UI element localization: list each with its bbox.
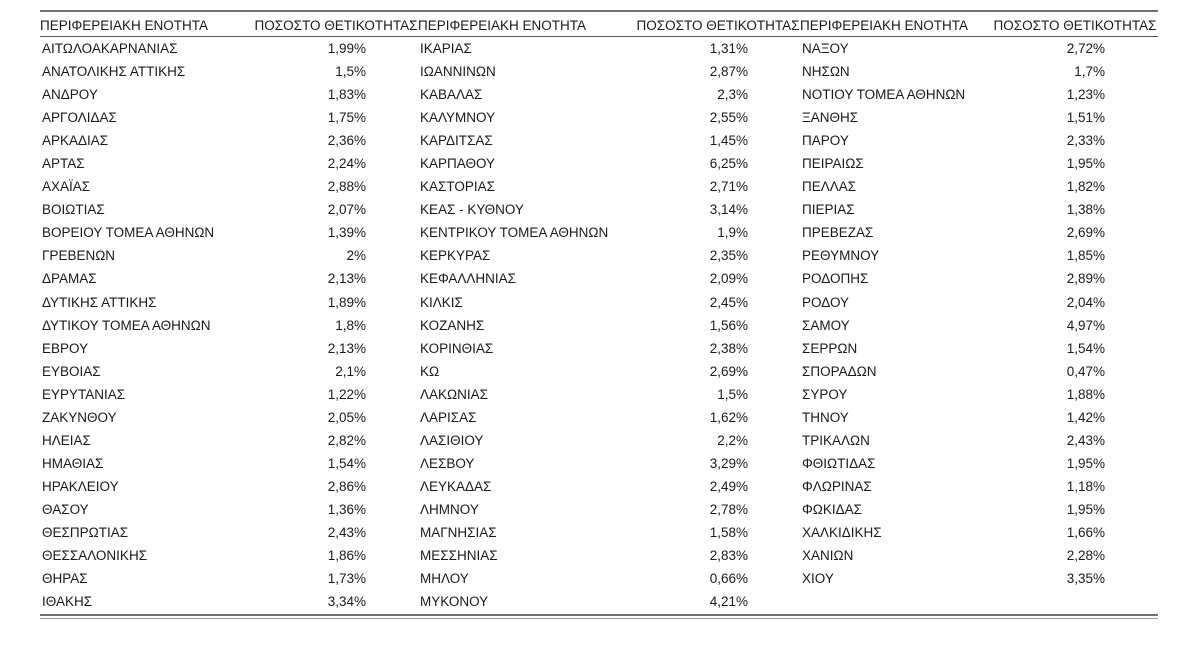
positivity-rate-value: 1,73%: [327, 571, 366, 587]
regional-unit-name: ΗΛΕΙΑΣ: [42, 432, 91, 448]
positivity-rate-cell: [992, 590, 1158, 613]
regional-unit-name: ΦΛΩΡΙΝΑΣ: [802, 478, 872, 494]
table-row: [40, 337, 1158, 360]
regional-unit-name: ΡΕΘΥΜΝΟΥ: [802, 248, 880, 264]
table-row: [40, 475, 1158, 498]
top-rule: [40, 10, 1158, 12]
regional-unit-name: ΦΩΚΙΔΑΣ: [802, 501, 862, 517]
positivity-rate-cell: [254, 221, 418, 244]
positivity-rate-cell: [992, 37, 1158, 61]
regional-unit-name: ΣΠΟΡΑΔΩΝ: [802, 363, 877, 379]
positivity-rate-value: 2,28%: [1066, 548, 1105, 564]
positivity-rate-cell: [992, 314, 1158, 337]
positivity-rate-cell: [992, 152, 1158, 175]
positivity-rate-value: 1,39%: [327, 225, 366, 241]
regional-unit-name: ΑΡΚΑΔΙΑΣ: [42, 133, 109, 149]
regional-unit-name: ΗΡΑΚΛΕΙΟΥ: [42, 478, 119, 494]
positivity-rate-cell: [992, 498, 1158, 521]
regional-unit-name: ΑΡΤΑΣ: [42, 156, 85, 172]
positivity-rate-value: 2,24%: [327, 156, 366, 172]
table-row: [40, 83, 1158, 106]
regional-unit-name: ΚΑΛΥΜΝΟΥ: [420, 110, 496, 126]
regional-unit-name: ΣΕΡΡΩΝ: [802, 340, 858, 356]
positivity-rate-cell: [254, 475, 418, 498]
positivity-rate-cell: [636, 129, 800, 152]
positivity-rate-cell: [992, 129, 1158, 152]
positivity-rate-cell: [636, 567, 800, 590]
positivity-rate-cell: [254, 429, 418, 452]
positivity-rate-value: 1,89%: [327, 294, 366, 310]
positivity-rate-cell: [636, 429, 800, 452]
positivity-rate-value: 2,89%: [1066, 271, 1105, 287]
positivity-rate-value: 1,95%: [1066, 156, 1105, 172]
regional-unit-name: ΚΑΡΠΑΘΟΥ: [420, 156, 496, 172]
regional-unit-name: ΛΗΜΝΟΥ: [420, 501, 479, 517]
positivity-rate-value: 2,69%: [1066, 225, 1105, 241]
regional-unit-name: ΚΟΖΑΝΗΣ: [420, 317, 485, 333]
header-regional-unit-1: ΠΕΡΙΦΕΡΕΙΑΚΗ ΕΝΟΤΗΤΑ: [40, 14, 254, 37]
table-row: [40, 106, 1158, 129]
positivity-rate-value: 1,42%: [1066, 409, 1105, 425]
positivity-rate-value: 2,69%: [709, 363, 748, 379]
positivity-rate-cell: [254, 337, 418, 360]
positivity-rate-cell: [992, 244, 1158, 267]
table-row: [40, 406, 1158, 429]
positivity-rate-cell: [992, 291, 1158, 314]
positivity-rate-cell: [254, 60, 418, 83]
table-row: [40, 152, 1158, 175]
regional-unit-name: ΕΥΒΟΙΑΣ: [42, 363, 101, 379]
positivity-rate-value: 1,36%: [327, 501, 366, 517]
positivity-rate-value: 4,97%: [1066, 317, 1105, 333]
positivity-rate-cell: [636, 498, 800, 521]
regional-unit-name: ΚΕΝΤΡΙΚΟΥ ΤΟΜΕΑ ΑΘΗΝΩΝ: [420, 225, 609, 241]
positivity-rate-value: 0,66%: [709, 571, 748, 587]
regional-unit-name: ΛΑΚΩΝΙΑΣ: [420, 386, 488, 402]
positivity-table-sheet: [40, 10, 1158, 619]
bottom-rule: [40, 614, 1158, 616]
table-row: [40, 129, 1158, 152]
positivity-rate-value: 2,45%: [709, 294, 748, 310]
positivity-rate-value: 2,43%: [327, 525, 366, 540]
positivity-rate-value: 3,29%: [709, 455, 748, 471]
positivity-rate-value: 1,22%: [327, 386, 366, 402]
bottom-rule-thin: [40, 618, 1158, 619]
regional-unit-name: ΤΡΙΚΑΛΩΝ: [802, 432, 870, 448]
positivity-rate-cell: [636, 221, 800, 244]
regional-unit-name: ΘΑΣΟΥ: [42, 501, 89, 517]
positivity-rate-cell: [636, 314, 800, 337]
positivity-rate-cell: [636, 590, 800, 613]
regional-unit-name: ΕΥΡΥΤΑΝΙΑΣ: [42, 386, 126, 402]
table-row: [40, 567, 1158, 590]
regional-unit-name: ΗΜΑΘΙΑΣ: [42, 455, 104, 471]
positivity-rate-cell: [254, 129, 418, 152]
regional-unit-name: ΣΑΜΟΥ: [802, 317, 850, 333]
positivity-rate-value: 2,3%: [717, 87, 748, 103]
positivity-rate-cell: [254, 106, 418, 129]
positivity-rate-value: 1,83%: [327, 87, 366, 103]
table-row: [40, 244, 1158, 267]
positivity-rate-cell: [254, 567, 418, 590]
positivity-rate-cell: [992, 221, 1158, 244]
positivity-rate-cell: [636, 383, 800, 406]
positivity-rate-value: 1,58%: [709, 525, 748, 540]
table-row: [40, 267, 1158, 290]
regional-unit-name: ΛΕΥΚΑΔΑΣ: [420, 478, 492, 494]
header-regional-unit-3: ΠΕΡΙΦΕΡΕΙΑΚΗ ΕΝΟΤΗΤΑ: [800, 14, 992, 37]
positivity-rate-value: 2%: [346, 248, 366, 264]
regional-unit-name: ΚΟΡΙΝΘΙΑΣ: [420, 340, 494, 356]
positivity-rate-cell: [992, 567, 1158, 590]
positivity-rate-cell: [992, 475, 1158, 498]
positivity-rate-value: 1,51%: [1066, 110, 1105, 126]
regional-unit-name: ΓΡΕΒΕΝΩΝ: [42, 248, 116, 264]
regional-unit-name: ΑΙΤΩΛΟΑΚΑΡΝΑΝΙΑΣ: [42, 41, 178, 57]
positivity-rate-value: 1,54%: [1066, 340, 1105, 356]
regional-unit-name: ΧΙΟΥ: [802, 571, 834, 587]
header-positivity-rate-3: ΠΟΣΟΣΤΟ ΘΕΤΙΚΟΤΗΤΑΣ: [992, 14, 1158, 37]
positivity-rate-cell: [636, 406, 800, 429]
positivity-rate-value: 1,85%: [1066, 248, 1105, 264]
positivity-rate-value: 2,78%: [709, 501, 748, 517]
table-row: [40, 521, 1158, 544]
positivity-rate-value: 2,49%: [709, 478, 748, 494]
positivity-rate-cell: [254, 452, 418, 475]
regional-unit-name: ΒΟΙΩΤΙΑΣ: [42, 202, 105, 218]
table-row: [40, 198, 1158, 221]
positivity-rate-value: 2,87%: [709, 64, 748, 80]
positivity-rate-value: 1,75%: [327, 110, 366, 126]
regional-unit-name: ΜΕΣΣΗΝΙΑΣ: [420, 548, 498, 564]
positivity-rate-cell: [992, 360, 1158, 383]
positivity-rate-value: 2,2%: [717, 432, 748, 448]
regional-unit-name: ΝΗΣΩΝ: [802, 64, 850, 80]
positivity-rate-cell: [636, 521, 800, 544]
positivity-rate-value: 0,47%: [1066, 363, 1105, 379]
regional-unit-name: ΠΑΡΟΥ: [802, 133, 849, 149]
positivity-rate-cell: [992, 521, 1158, 544]
regional-unit-name: ΤΗΝΟΥ: [802, 409, 849, 425]
positivity-rate-value: 2,83%: [709, 548, 748, 564]
header-positivity-rate-1: ΠΟΣΟΣΤΟ ΘΕΤΙΚΟΤΗΤΑΣ: [254, 14, 418, 37]
positivity-rate-cell: [636, 291, 800, 314]
positivity-rate-value: 2,04%: [1066, 294, 1105, 310]
positivity-rate-cell: [636, 337, 800, 360]
positivity-rate-value: 2,86%: [327, 478, 366, 494]
table-row: [40, 383, 1158, 406]
positivity-rate-value: 1,23%: [1066, 87, 1105, 103]
regional-unit-name: ΠΡΕΒΕΖΑΣ: [802, 225, 874, 241]
positivity-rate-cell: [254, 498, 418, 521]
positivity-rate-cell: [254, 37, 418, 61]
regional-unit-name: ΛΑΣΙΘΙΟΥ: [420, 432, 484, 448]
positivity-rate-value: 2,05%: [327, 409, 366, 425]
regional-unit-name: ΚΕΡΚΥΡΑΣ: [420, 248, 491, 264]
header-regional-unit-2: ΠΕΡΙΦΕΡΕΙΑΚΗ ΕΝΟΤΗΤΑ: [418, 14, 636, 37]
positivity-rate-cell: [992, 83, 1158, 106]
regional-unit-name: ΘΕΣΣΑΛΟΝΙΚΗΣ: [42, 548, 148, 564]
regional-unit-name: ΘΗΡΑΣ: [42, 571, 88, 587]
positivity-rate-value: 2,13%: [327, 340, 366, 356]
table-row: [40, 37, 1158, 61]
positivity-rate-value: 1,5%: [717, 386, 748, 402]
regional-unit-name: ΔΡΑΜΑΣ: [42, 271, 97, 287]
regional-unit-name: ΚΑΡΔΙΤΣΑΣ: [420, 133, 493, 149]
regional-unit-name: ΚΩ: [420, 363, 440, 379]
regional-unit-name: ΜΑΓΝΗΣΙΑΣ: [420, 525, 497, 540]
table-row: [40, 544, 1158, 567]
positivity-rate-value: 1,66%: [1066, 525, 1105, 540]
positivity-rate-value: 2,55%: [709, 110, 748, 126]
regional-unit-name: ΑΡΓΟΛΙΔΑΣ: [42, 110, 117, 126]
positivity-rate-value: 1,82%: [1066, 179, 1105, 195]
table-row: [40, 221, 1158, 244]
regional-unit-name: ΕΒΡΟΥ: [42, 340, 89, 356]
regional-unit-name: ΜΗΛΟΥ: [420, 571, 469, 587]
regional-unit-name: ΙΩΑΝΝΙΝΩΝ: [420, 64, 496, 80]
positivity-rate-cell: [992, 60, 1158, 83]
positivity-rate-value: 2,88%: [327, 179, 366, 195]
table-row: [40, 498, 1158, 521]
regional-unit-name: ΝΟΤΙΟΥ ΤΟΜΕΑ ΑΘΗΝΩΝ: [802, 87, 966, 103]
regional-unit-name: ΑΝΑΤΟΛΙΚΗΣ ΑΤΤΙΚΗΣ: [42, 64, 186, 80]
regional-unit-name: ΡΟΔΟΥ: [802, 294, 850, 310]
regional-unit-name: ΦΘΙΩΤΙΔΑΣ: [802, 455, 876, 471]
positivity-rate-cell: [992, 337, 1158, 360]
positivity-rate-cell: [992, 175, 1158, 198]
positivity-rate-cell: [254, 175, 418, 198]
regional-unit-name: ΚΙΛΚΙΣ: [420, 294, 463, 310]
positivity-rate-cell: [636, 244, 800, 267]
positivity-rate-cell: [992, 198, 1158, 221]
regional-unit-name: ΚΕΦΑΛΛΗΝΙΑΣ: [420, 271, 517, 287]
positivity-rate-value: 2,36%: [327, 133, 366, 149]
positivity-rate-value: 1,9%: [717, 225, 748, 241]
positivity-rate-cell: [636, 267, 800, 290]
regional-unit-name: ΚΑΒΑΛΑΣ: [420, 87, 483, 103]
regional-unit-name: ΡΟΔΟΠΗΣ: [802, 271, 869, 287]
positivity-rate-value: 1,86%: [327, 548, 366, 564]
regional-unit-name: ΔΥΤΙΚΟΥ ΤΟΜΕΑ ΑΘΗΝΩΝ: [42, 317, 211, 333]
positivity-rate-cell: [992, 383, 1158, 406]
positivity-rate-cell: [636, 544, 800, 567]
header-row: [40, 14, 1158, 37]
positivity-rate-value: 3,14%: [709, 202, 748, 218]
positivity-rate-value: 2,33%: [1066, 133, 1105, 149]
positivity-rate-cell: [636, 452, 800, 475]
regional-unit-name: ΙΚΑΡΙΑΣ: [420, 41, 472, 57]
positivity-table: [40, 14, 1158, 613]
regional-unit-name: ΞΑΝΘΗΣ: [802, 110, 859, 126]
positivity-rate-value: 1,56%: [709, 317, 748, 333]
regional-unit-name: ΝΑΞΟΥ: [802, 41, 849, 57]
positivity-rate-value: 2,43%: [1066, 432, 1105, 448]
positivity-rate-value: 1,88%: [1066, 386, 1105, 402]
positivity-rate-cell: [254, 314, 418, 337]
positivity-rate-cell: [636, 475, 800, 498]
table-row: [40, 360, 1158, 383]
regional-unit-name: ΜΥΚΟΝΟΥ: [420, 594, 489, 610]
positivity-rate-cell: [636, 360, 800, 383]
positivity-rate-cell: [992, 429, 1158, 452]
positivity-rate-cell: [992, 406, 1158, 429]
regional-unit-name: ΛΕΣΒΟΥ: [420, 455, 475, 471]
regional-unit-name: ΔΥΤΙΚΗΣ ΑΤΤΙΚΗΣ: [42, 294, 157, 310]
table-row: [40, 452, 1158, 475]
positivity-rate-cell: [254, 152, 418, 175]
positivity-rate-value: 1,8%: [335, 317, 366, 333]
regional-unit-name: ΠΕΛΛΑΣ: [802, 179, 857, 195]
positivity-rate-value: 1,62%: [709, 409, 748, 425]
positivity-rate-value: 2,07%: [327, 202, 366, 218]
regional-unit-name: ΑΝΔΡΟΥ: [42, 87, 98, 103]
table-row: [40, 60, 1158, 83]
table-row: [40, 314, 1158, 337]
regional-unit-name: ΠΙΕΡΙΑΣ: [802, 202, 855, 218]
positivity-rate-value: 1,31%: [709, 41, 748, 57]
positivity-rate-cell: [254, 83, 418, 106]
regional-unit-name: ΠΕΙΡΑΙΩΣ: [802, 156, 864, 172]
positivity-rate-cell: [636, 106, 800, 129]
positivity-rate-value: 1,18%: [1066, 478, 1105, 494]
table-row: [40, 590, 1158, 613]
regional-unit-name: ΒΟΡΕΙΟΥ ΤΟΜΕΑ ΑΘΗΝΩΝ: [42, 225, 215, 241]
regional-unit-name: ΘΕΣΠΡΩΤΙΑΣ: [42, 525, 129, 540]
positivity-rate-value: 1,99%: [327, 41, 366, 57]
regional-unit-name: ΚΑΣΤΟΡΙΑΣ: [420, 179, 495, 195]
positivity-rate-cell: [636, 37, 800, 61]
positivity-rate-value: 6,25%: [709, 156, 748, 172]
positivity-rate-value: 1,38%: [1066, 202, 1105, 218]
regional-unit-name: ΧΑΛΚΙΔΙΚΗΣ: [802, 525, 882, 540]
regional-unit-name: ΑΧΑΪΑΣ: [42, 179, 91, 195]
positivity-rate-cell: [254, 244, 418, 267]
regional-unit-name: ΚΕΑΣ - ΚΥΘΝΟΥ: [420, 202, 524, 218]
positivity-rate-value: 3,35%: [1066, 571, 1105, 587]
table-row: [40, 291, 1158, 314]
positivity-rate-cell: [992, 544, 1158, 567]
positivity-rate-value: 3,34%: [327, 594, 366, 610]
table-row: [40, 175, 1158, 198]
positivity-rate-value: 2,09%: [709, 271, 748, 287]
positivity-rate-value: 1,95%: [1066, 455, 1105, 471]
regional-unit-name: ΧΑΝΙΩΝ: [802, 548, 854, 564]
regional-unit-name: ΣΥΡΟΥ: [802, 386, 848, 402]
positivity-rate-value: 1,5%: [335, 64, 366, 80]
positivity-rate-cell: [636, 83, 800, 106]
regional-unit-name: ΙΘΑΚΗΣ: [42, 594, 93, 610]
table-row: [40, 429, 1158, 452]
positivity-rate-value: 1,7%: [1074, 64, 1105, 80]
positivity-rate-cell: [636, 175, 800, 198]
positivity-rate-cell: [254, 360, 418, 383]
positivity-rate-value: 2,13%: [327, 271, 366, 287]
positivity-rate-value: 1,95%: [1066, 501, 1105, 517]
positivity-rate-value: 4,21%: [709, 594, 748, 610]
regional-unit-name: ΖΑΚΥΝΘΟΥ: [42, 409, 117, 425]
positivity-rate-value: 2,72%: [1066, 41, 1105, 57]
positivity-rate-value: 2,82%: [327, 432, 366, 448]
positivity-rate-cell: [636, 60, 800, 83]
positivity-rate-value: 2,35%: [709, 248, 748, 264]
positivity-rate-cell: [254, 291, 418, 314]
positivity-rate-cell: [254, 198, 418, 221]
positivity-rate-cell: [254, 590, 418, 613]
positivity-rate-value: 1,54%: [327, 455, 366, 471]
positivity-rate-value: 2,71%: [709, 179, 748, 195]
positivity-rate-cell: [992, 106, 1158, 129]
positivity-rate-cell: [636, 198, 800, 221]
regional-unit-name: [800, 590, 992, 613]
positivity-rate-cell: [992, 452, 1158, 475]
positivity-rate-value: 1,45%: [709, 133, 748, 149]
positivity-rate-cell: [254, 267, 418, 290]
positivity-rate-cell: [992, 267, 1158, 290]
header-positivity-rate-2: ΠΟΣΟΣΤΟ ΘΕΤΙΚΟΤΗΤΑΣ: [636, 14, 800, 37]
regional-unit-name: ΛΑΡΙΣΑΣ: [420, 409, 477, 425]
positivity-rate-cell: [254, 521, 418, 544]
positivity-rate-value: 2,38%: [709, 340, 748, 356]
positivity-rate-cell: [254, 406, 418, 429]
positivity-rate-cell: [636, 152, 800, 175]
positivity-rate-value: 2,1%: [335, 363, 366, 379]
positivity-rate-cell: [254, 383, 418, 406]
positivity-rate-cell: [254, 544, 418, 567]
